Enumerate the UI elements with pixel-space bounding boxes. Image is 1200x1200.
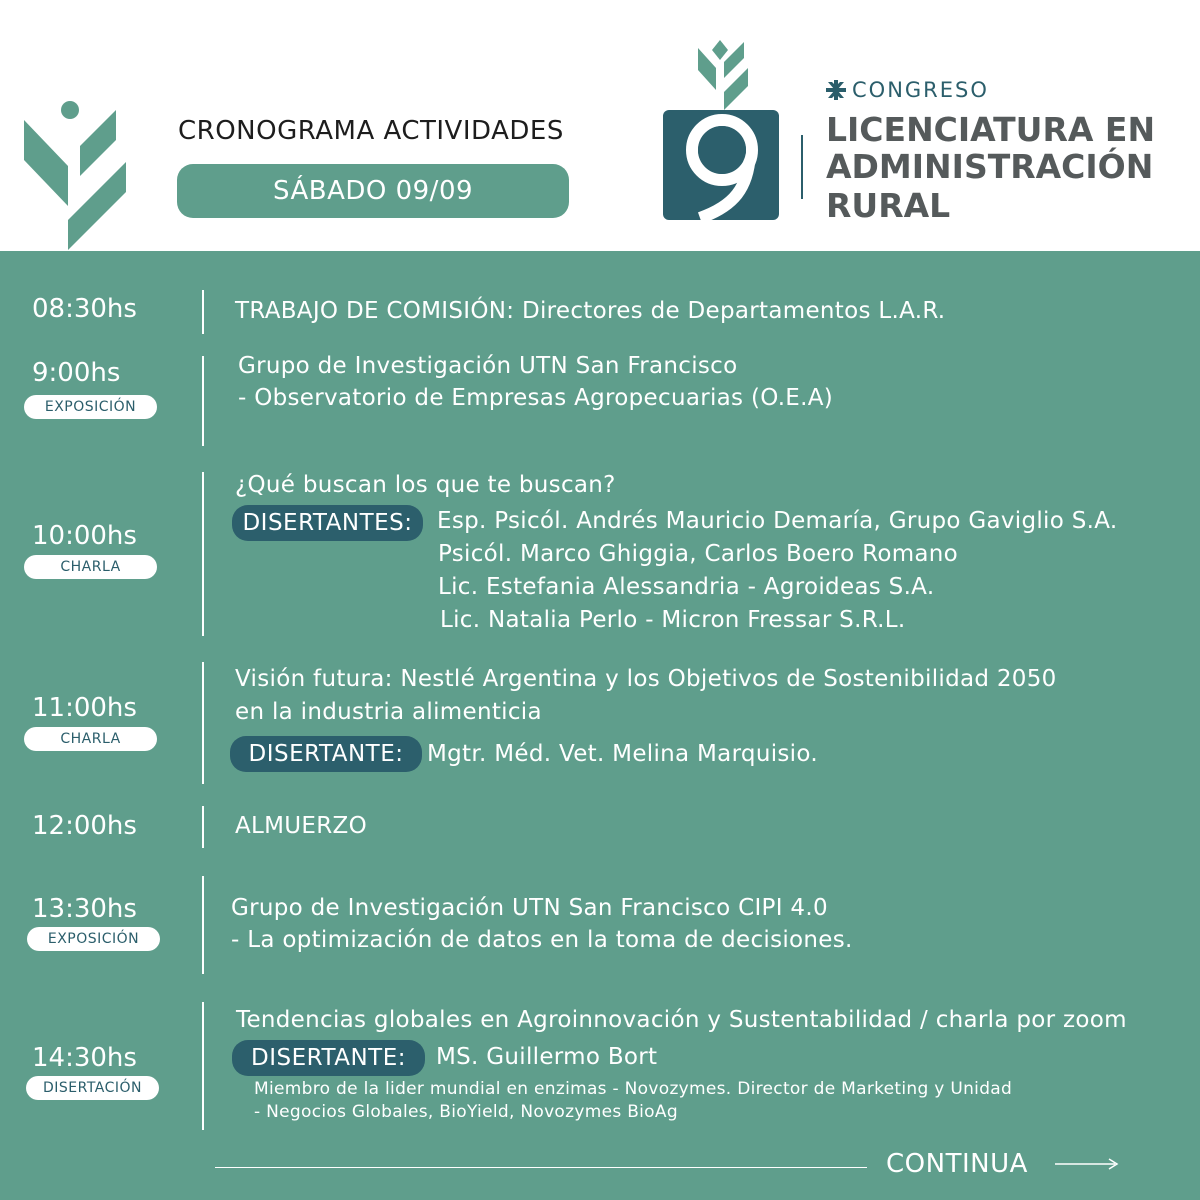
brand-line-3: RURAL	[826, 186, 951, 225]
sprout-logo-icon	[20, 98, 130, 252]
type-badge: DISERTACIÓN	[26, 1076, 159, 1100]
speaker-label: DISERTANTE:	[230, 736, 422, 772]
page-title: CRONOGRAMA ACTIVIDADES	[178, 116, 564, 146]
time-1000: 10:00hs	[32, 521, 137, 551]
arrow-right-icon[interactable]	[1055, 1158, 1119, 1170]
divider-line	[202, 356, 204, 446]
speaker: MS. Guillermo Bort	[436, 1044, 658, 1070]
divider-line	[202, 876, 204, 974]
type-badge: CHARLA	[24, 727, 157, 751]
congreso-label: CONGRESO	[852, 78, 989, 102]
utn-icon	[826, 80, 846, 100]
divider-line	[202, 662, 204, 784]
event-title: ¿Qué buscan los que te buscan?	[235, 472, 616, 498]
time-0900: 9:00hs	[32, 358, 121, 388]
type-badge: EXPOSICIÓN	[27, 927, 160, 951]
brand-line-2: ADMINISTRACIÓN	[826, 147, 1154, 186]
event-title: ALMUERZO	[235, 813, 367, 839]
type-badge: CHARLA	[24, 555, 157, 579]
time-0830: 08:30hs	[32, 294, 137, 324]
footer-divider	[215, 1167, 867, 1168]
header	[0, 0, 1200, 251]
congress-09-logo-icon	[660, 38, 782, 222]
event-title: Grupo de Investigación UTN San Francisco	[238, 353, 738, 379]
divider-line	[202, 1002, 204, 1130]
brand-congreso	[826, 78, 989, 102]
time-1430: 14:30hs	[32, 1043, 137, 1073]
brand-divider	[801, 135, 803, 199]
speaker: Esp. Psicól. Andrés Mauricio Demaría, Grupo Gaviglio S.A.	[437, 508, 1118, 534]
continue-label[interactable]: CONTINUA	[886, 1149, 1028, 1179]
time-1100: 11:00hs	[32, 693, 137, 723]
speaker: Lic. Estefania Alessandria - Agroideas S.A.	[438, 574, 935, 600]
divider-line	[202, 472, 204, 636]
type-badge: EXPOSICIÓN	[24, 395, 157, 419]
event-title: Tendencias globales en Agroinnovación y Sustentabilidad / charla por zoom	[236, 1007, 1127, 1033]
speakers-label: DISERTANTES:	[232, 505, 423, 541]
event-title: Grupo de Investigación UTN San Francisco CIPI 4.0	[231, 895, 828, 921]
divider-line	[202, 806, 204, 848]
speaker: Lic. Natalia Perlo - Micron Fressar S.R.L.	[440, 607, 906, 633]
event-title: Visión futura: Nestlé Argentina y los Objetivos de Sostenibilidad 2050	[235, 666, 1057, 692]
speaker-note: Miembro de la lider mundial en enzimas - Novozymes. Director de Marketing y Unidad	[254, 1079, 1013, 1099]
speaker-note: - Negocios Globales, BioYield, Novozymes BioAg	[254, 1102, 678, 1122]
speaker-label: DISERTANTE:	[232, 1040, 425, 1076]
divider-line	[202, 290, 204, 334]
speaker: Psicól. Marco Ghiggia, Carlos Boero Romano	[438, 541, 959, 567]
event-subtitle: en la industria alimenticia	[235, 699, 542, 725]
speaker: Mgtr. Méd. Vet. Melina Marquisio.	[427, 741, 818, 767]
event-subtitle: - La optimización de datos en la toma de decisiones.	[231, 927, 853, 953]
time-1330: 13:30hs	[32, 894, 137, 924]
time-1200: 12:00hs	[32, 811, 137, 841]
event-title: TRABAJO DE COMISIÓN: Directores de Departamentos L.A.R.	[235, 298, 946, 324]
brand-line-1: LICENCIATURA EN	[826, 110, 1156, 149]
date-badge: SÁBADO 09/09	[177, 164, 569, 218]
event-subtitle: - Observatorio de Empresas Agropecuarias (O.E.A)	[238, 385, 834, 411]
